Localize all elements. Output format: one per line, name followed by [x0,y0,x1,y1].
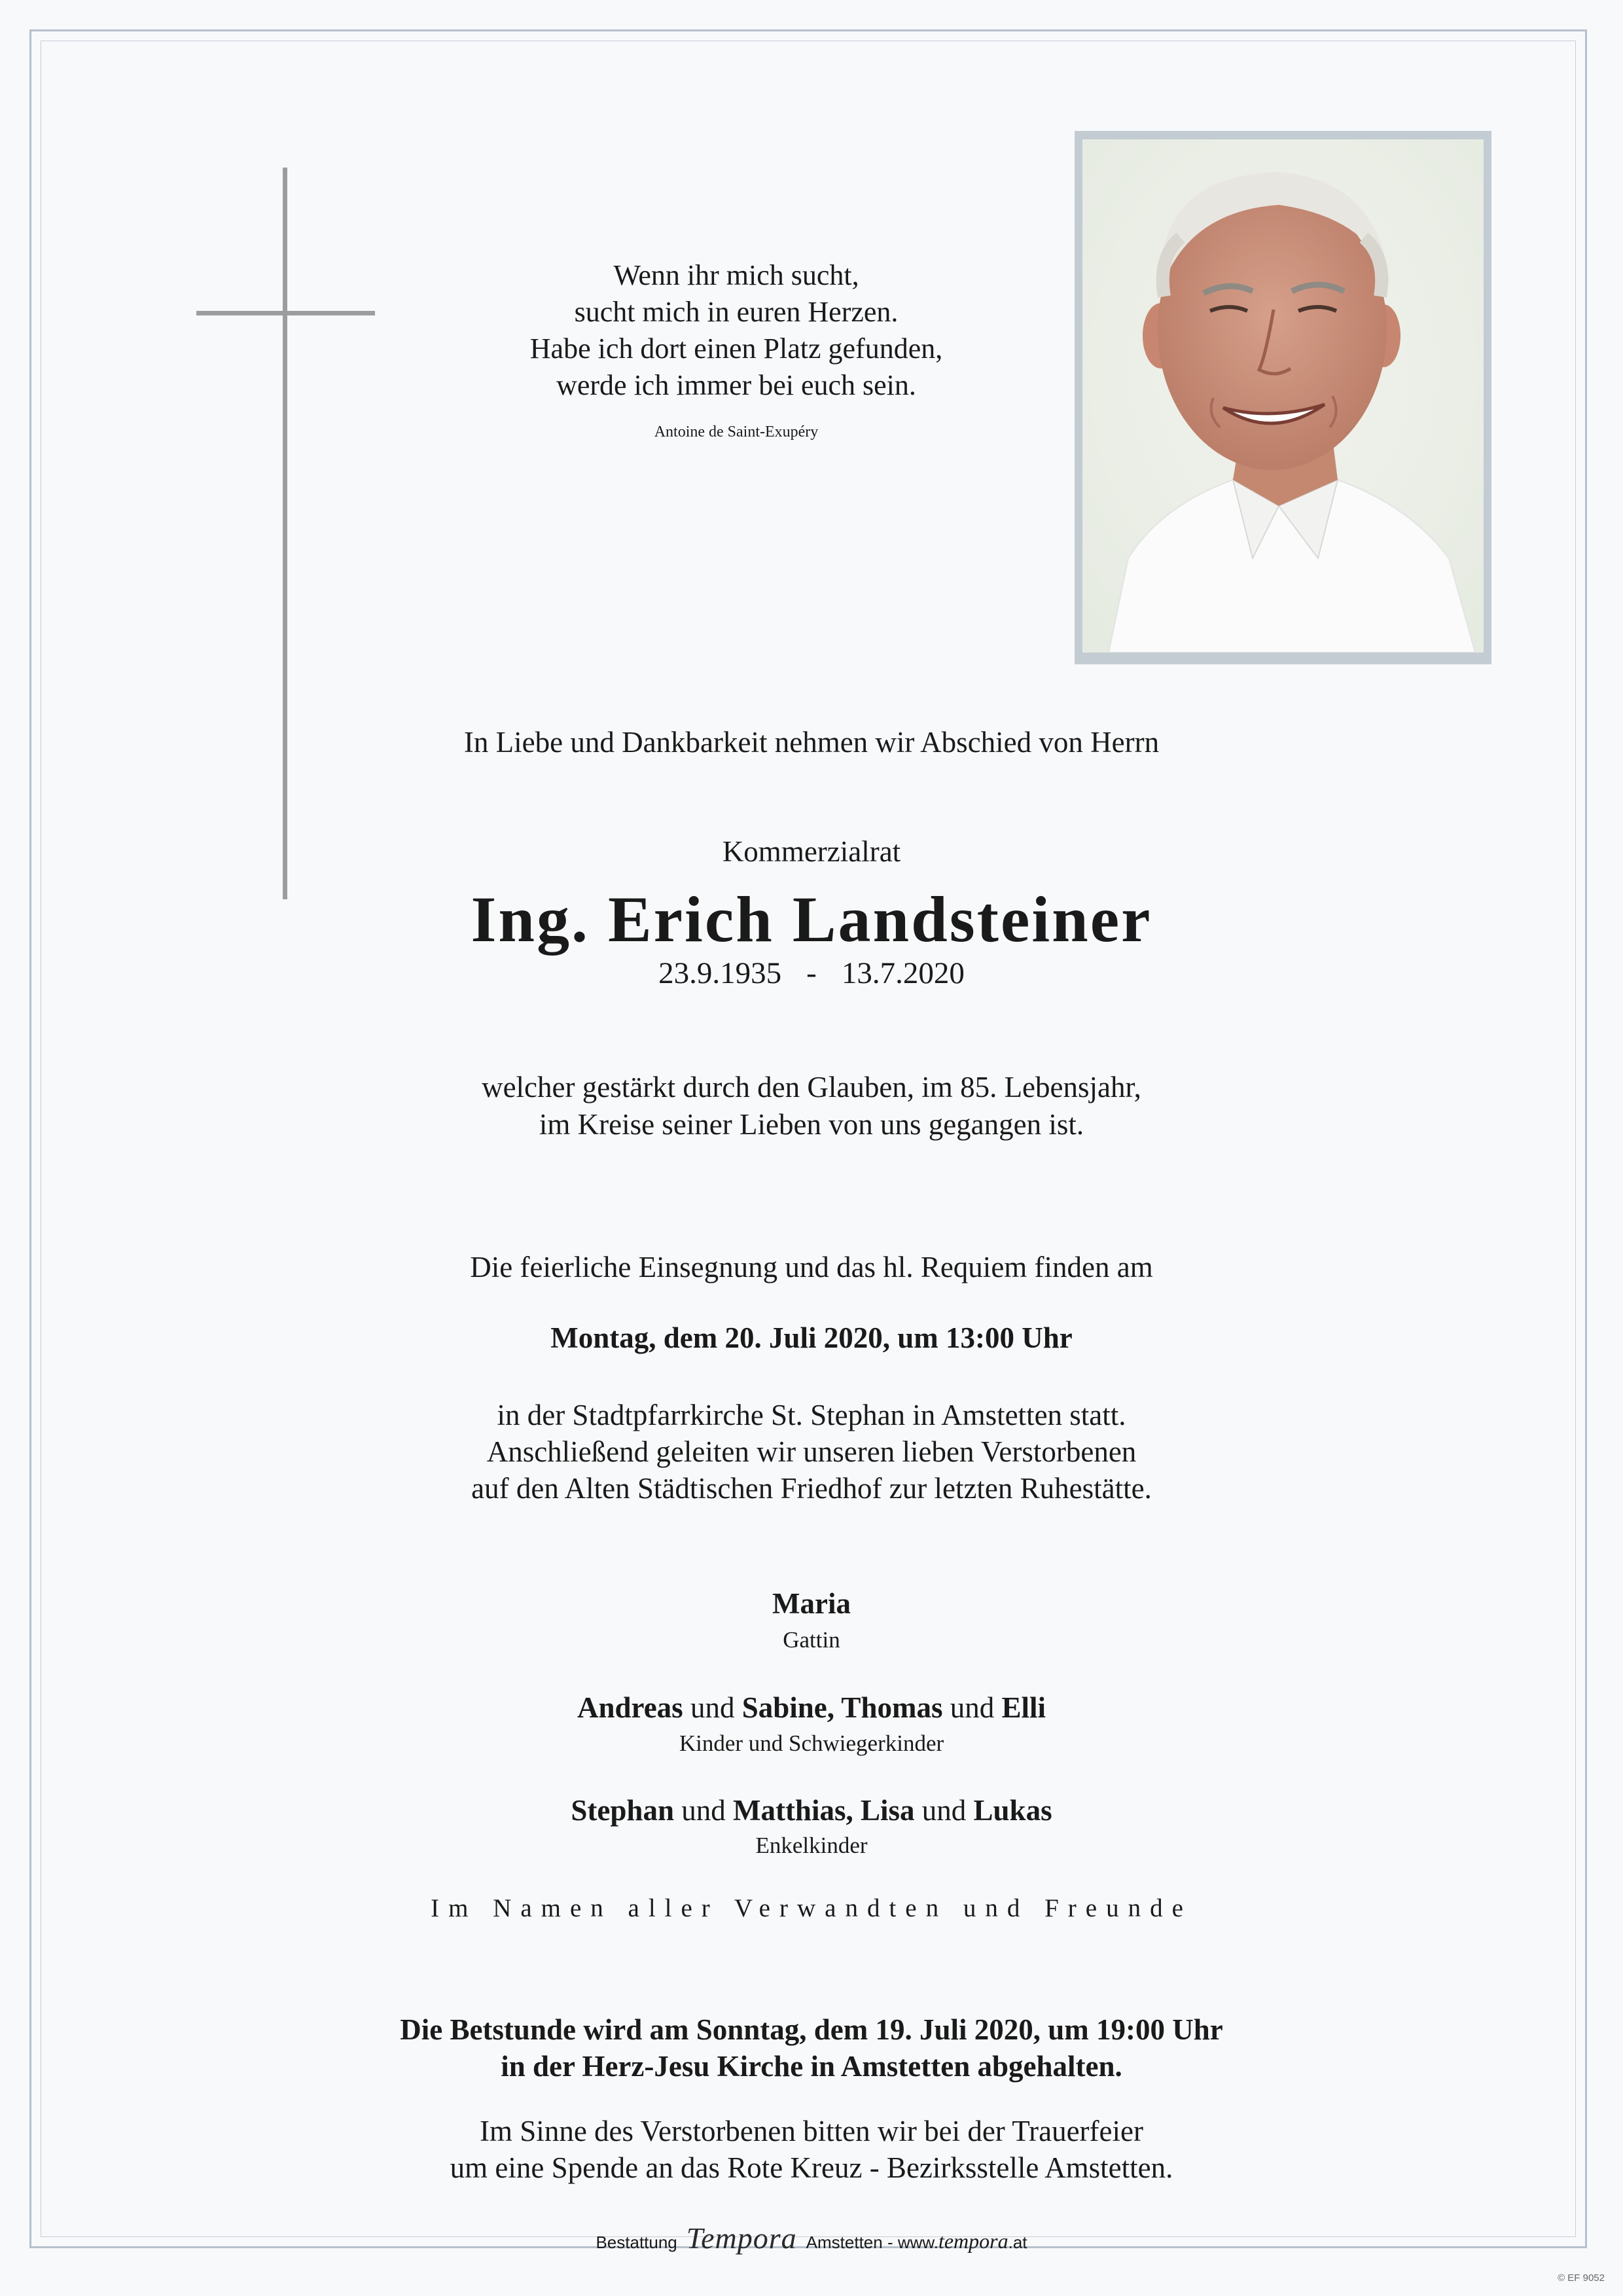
family-names-grandchildren [0,1793,1623,1827]
honorific-title: Kommerzialrat [722,835,901,868]
family-conjunction: und [942,1691,1002,1724]
quote-line: sucht mich in euren Herzen. [574,296,899,328]
passing-text [0,1069,1623,1143]
donation-line: Im Sinne des Verstorbenen bitten wir bei der Trauerfeier [480,2115,1143,2147]
quote-line: Wenn ihr mich sucht, [613,259,859,291]
footer-location: Amstetten - www. [806,2233,938,2252]
family-conjunction: und [914,1794,974,1827]
quote-line: werde ich immer bei euch sein. [556,369,916,401]
portrait-frame [1075,131,1491,664]
portrait-illustration [1082,139,1484,653]
life-dates [0,956,1623,991]
prayer-line: Die Betstunde wird am Sonntag, dem 19. Juli 2020, um 19:00 Uhr [400,2013,1223,2046]
print-code: © EF 9052 [1558,2272,1605,2284]
deceased-name: Ing. Erich Landsteiner [471,883,1152,956]
donation-notice [0,2113,1623,2186]
quote-author: Antoine de Saint-Exupéry [654,423,819,440]
ceremony-line: auf den Alten Städtischen Friedhof zur letzten Ruhestätte. [471,1472,1152,1505]
family-name: Maria [772,1587,851,1620]
ceremony-line: Anschließend geleiten wir unseren lieben Verstorbenen [486,1435,1137,1468]
relatives-line: Im Namen aller Verwandten und Freunde [431,1894,1192,1922]
footer [0,2221,1623,2255]
family-conjunction: und [683,1691,742,1724]
family-conjunction: und [673,1794,733,1827]
donation-line: um eine Spende an das Rote Kreuz - Bezirksstelle Amstetten. [450,2151,1173,2184]
family-names-spouse [0,1587,1623,1621]
footer-prefix: Bestattung [596,2233,677,2252]
ceremony-details [0,1397,1623,1507]
date-separator: - [806,956,817,990]
farewell-intro: In Liebe und Dankbarkeit nehmen wir Abschied von Herrn [463,726,1160,759]
birth-date: 23.9.1935 [658,956,782,990]
family-name: Lukas [973,1794,1052,1827]
family-name: Sabine, Thomas [741,1691,943,1724]
quote-line: Habe ich dort einen Platz gefunden, [529,332,943,365]
cross-horizontal-beam [196,311,375,315]
family-name: Matthias, Lisa [732,1794,915,1827]
family-role: Enkelkinder [755,1833,868,1858]
family-role: Gattin [783,1627,840,1653]
prayer-notice [0,2011,1623,2085]
footer-website [806,2229,1027,2253]
portrait-photo [1082,139,1484,653]
family-name: Stephan [571,1794,674,1827]
family-role: Kinder und Schwiegerkinder [679,1731,944,1756]
passing-line: im Kreise seiner Lieben von uns gegangen ist. [539,1108,1084,1141]
family-name: Andreas [577,1691,683,1724]
footer-web-brand: tempora [938,2229,1008,2253]
prayer-line: in der Herz-Jesu Kirche in Amstetten abgehalten. [501,2050,1122,2083]
ceremony-intro: Die feierliche Einsegnung und das hl. Requiem finden am [470,1251,1153,1283]
footer-web-suffix: .at [1008,2233,1027,2252]
passing-line: welcher gestärkt durch den Glauben, im 85. Lebensjahr, [482,1071,1141,1103]
cross-vertical-beam [283,168,287,899]
footer-brand-logo: Tempora [686,2221,797,2255]
death-date: 13.7.2020 [841,956,965,990]
family-names-children [0,1691,1623,1725]
ceremony-line: in der Stadtpfarrkirche St. Stephan in Amstetten statt. [497,1399,1126,1431]
family-name: Elli [1001,1691,1046,1724]
quote [452,257,1021,404]
ceremony-date: Montag, dem 20. Juli 2020, um 13:00 Uhr [550,1321,1073,1354]
